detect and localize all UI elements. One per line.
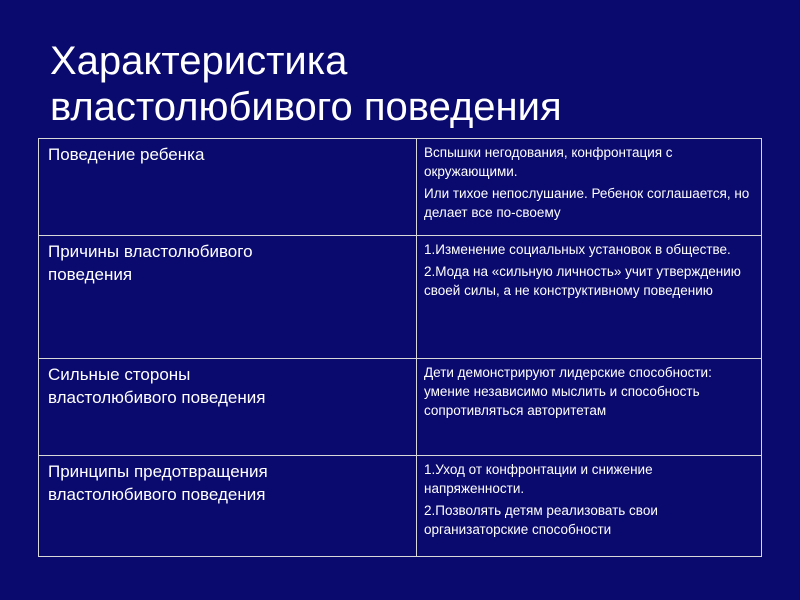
table-row [39,359,762,456]
row-detail-cell [417,456,762,557]
detail-paragraph: Или тихое непослушание. Ребенок соглашается, но делает все по-своему [424,186,750,220]
table-row [39,456,762,557]
detail-paragraph: 1.Уход от конфронтации и снижение напряженности. [424,462,653,496]
characteristics-table [38,138,762,557]
row-label-line-2: властолюбивого поведения [48,388,266,407]
row-label-cell [39,139,417,236]
row-label-line-1: Сильные стороны [48,365,191,384]
detail-paragraph: Вспышки негодования, конфронтация с окружающими. [424,145,673,179]
row-label-cell [39,456,417,557]
row-label-line-1: Причины властолюбивого [48,242,253,261]
row-label-cell [39,236,417,359]
row-detail-cell [417,359,762,456]
slide-title [50,38,770,130]
table-row [39,139,762,236]
row-label-line-1: Поведение ребенка [48,145,205,164]
row-label-line-2: властолюбивого поведения [48,485,266,504]
row-label-line-2: поведения [48,265,133,284]
detail-paragraph: 2.Мода на «сильную личность» учит утверждению своей силы, а не конструктивному поведению [424,264,741,298]
row-detail-cell [417,139,762,236]
detail-paragraph: Дети демонстрируют лидерские способности: умение независимо мыслить и способность сопротивляться авторитетам [424,365,712,418]
title-line-2: властолюбивого поведения [50,85,562,129]
row-detail-cell [417,236,762,359]
title-line-1: Характеристика [50,39,348,83]
detail-paragraph: 2.Позволять детям реализовать свои организаторские способности [424,503,658,537]
row-label-line-1: Принципы предотвращения [48,462,268,481]
table-row [39,236,762,359]
row-label-cell [39,359,417,456]
detail-paragraph: 1.Изменение социальных установок в обществе. [424,242,731,257]
